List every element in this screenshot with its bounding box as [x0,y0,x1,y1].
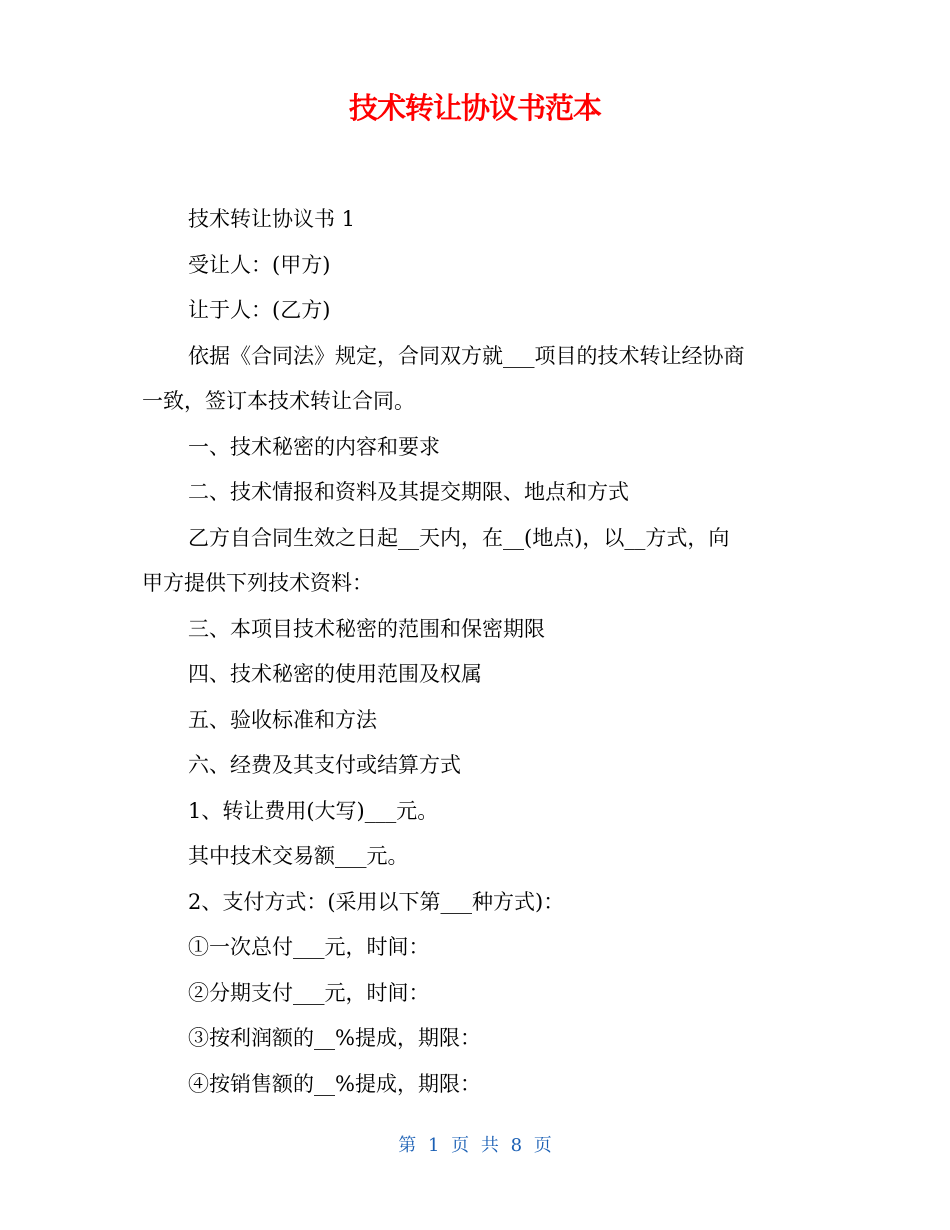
body-line: 受让人：(甲方) [188,252,331,277]
body-line: ④按销售额的__%提成，期限： [188,1071,481,1096]
body-line: ①一次总付___元，时间： [188,935,430,959]
body-line: 六、经费及其支付或结算方式 [188,753,461,777]
document-title: 技术转让协议书范本 [348,91,601,125]
body-line: 依据《合同法》规定，合同双方就___项目的技术转让经协商 [188,343,745,368]
body-line: 让于人：(乙方) [188,298,331,322]
body-line: 五、验收标准和方法 [188,707,377,732]
body-line: 1、转让费用(大写)___元。 [188,798,439,823]
body-line: 一、技术秘密的内容和要求 [188,434,440,459]
body-line: 其中技术交易额___元。 [188,844,409,868]
body-line: ③按利润额的__%提成，期限： [188,1026,481,1050]
body-line: 四、技术秘密的使用范围及权属 [188,662,482,686]
body-line: 2、支付方式：(采用以下第___种方式)： [188,889,565,914]
body-line: 三、本项目技术秘密的范围和保密期限 [188,616,545,641]
document-body [142,197,817,1107]
body-line: 一致，签订本技术转让合同。 [142,389,415,413]
body-line: 二、技术情报和资料及其提交期限、地点和方式 [188,480,629,504]
body-line: 乙方自合同生效之日起__天内，在__(地点)，以__方式，向 [188,525,730,550]
body-line: 甲方提供下列技术资料： [142,571,373,595]
body-line: ②分期支付___元，时间： [188,980,430,1005]
page-footer: 第 1 页 共 8 页 [398,1135,552,1156]
body-line: 技术转让协议书 1 [188,207,356,231]
